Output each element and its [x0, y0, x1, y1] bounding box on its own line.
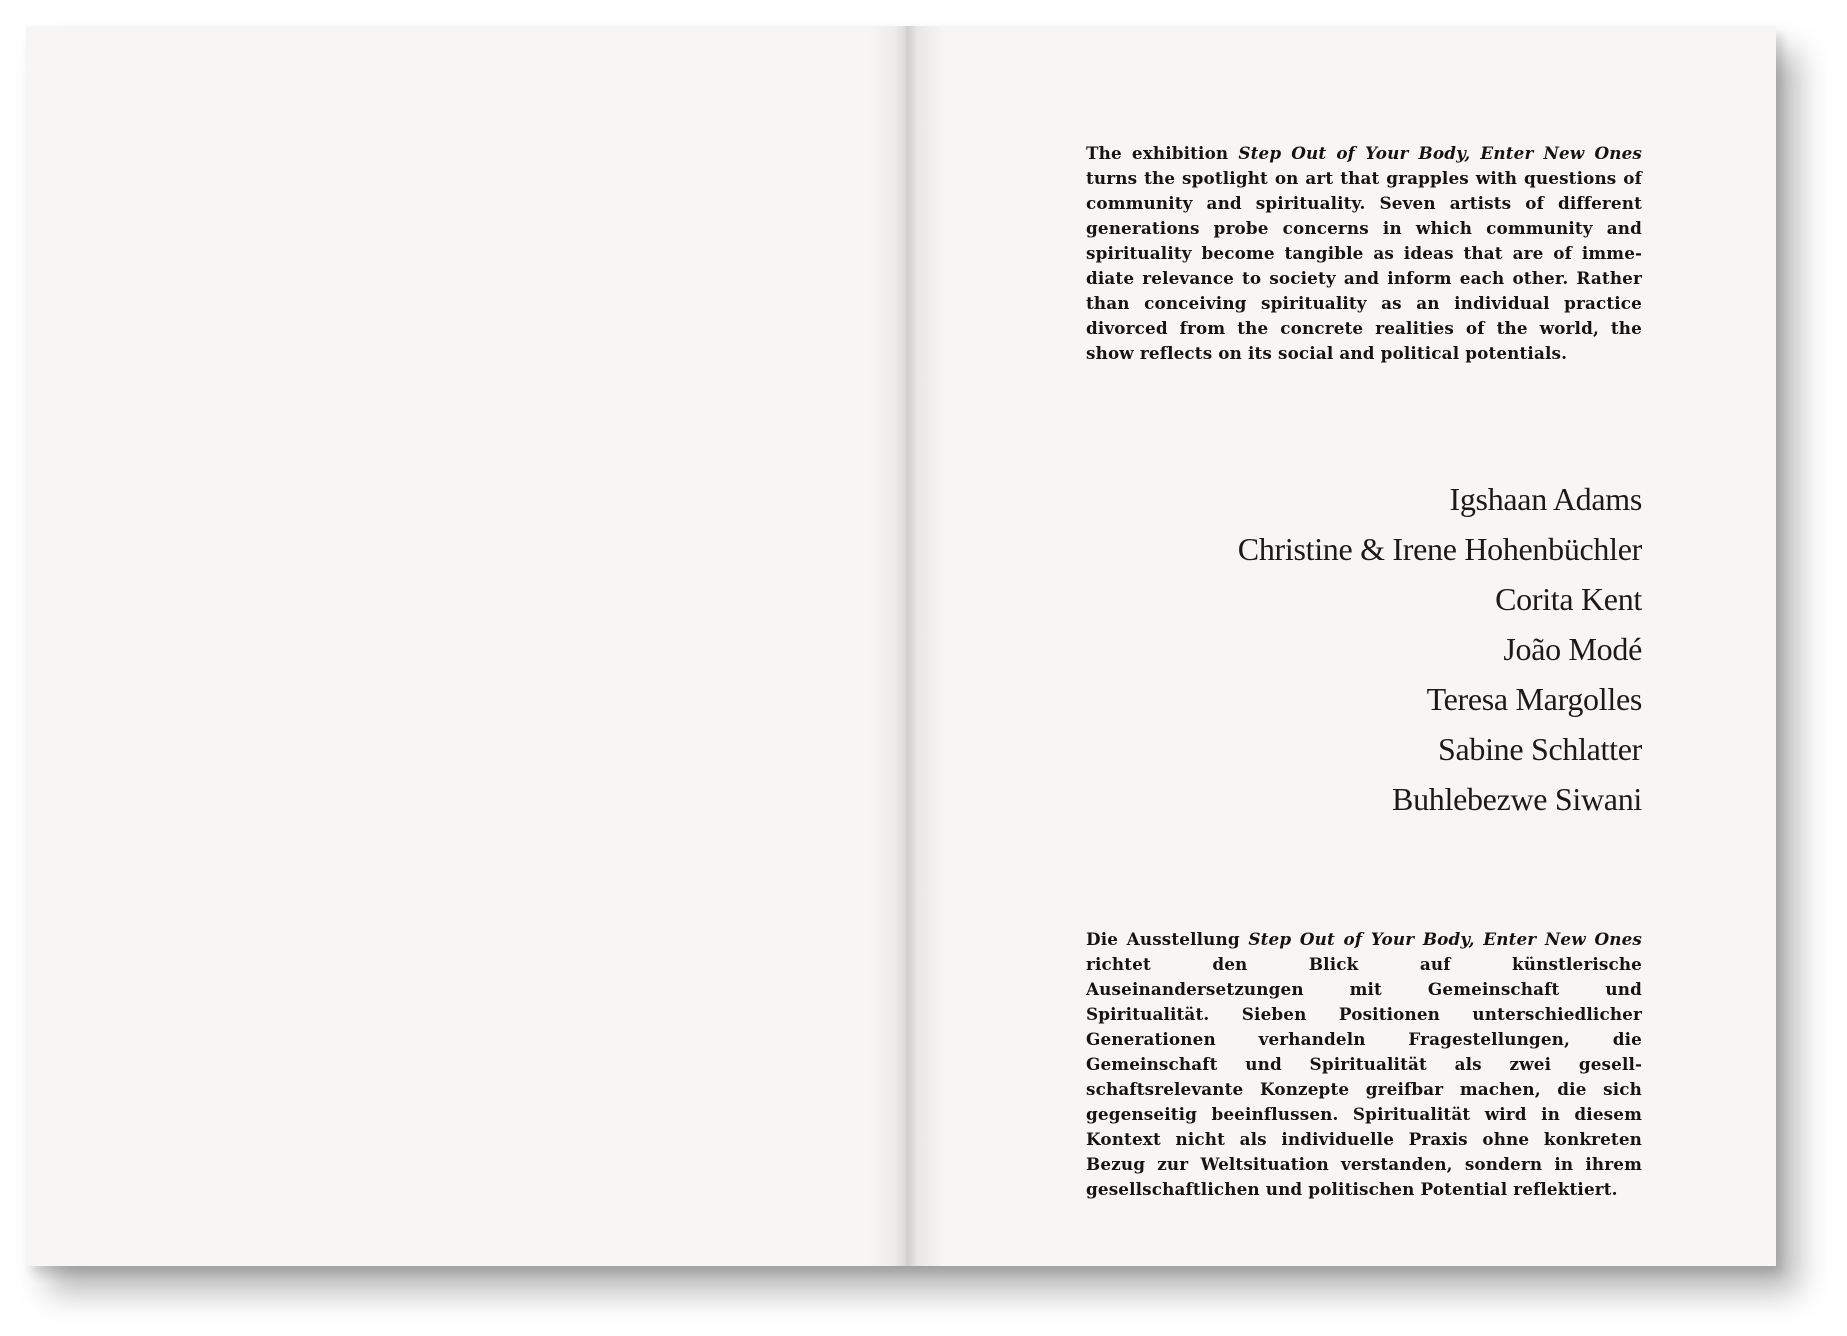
- left-page: [26, 26, 901, 1266]
- artist-name: Igshaan Adams: [1449, 481, 1642, 517]
- artist-name: Christine & Irene Hohenbüchler: [1237, 531, 1642, 567]
- english-lead: The exhibition: [1086, 142, 1239, 163]
- artist-name: Sabine Schlatter: [1437, 731, 1642, 767]
- german-body: richtet den Blick auf künstlerische Auseinandersetzungen mit Gemeinschaft und Spiritualität. Sieben Positionen unterschiedlicher Generationen verhandeln Fragestellungen, die Gemeinschaft und Spiritualität als zwei gesellschaftsrelevante Konzepte greifbar machen, die sich gegenseitig beeinflussen. Spiritualität wird in diesem Kontext nicht als individuelle Praxis ohne konkreten Bezug zur Weltsituation verstanden, sondern in ihrem gesellschaftlichen und politischen Potential reflektiert.: [1086, 953, 1642, 1199]
- artist-name: Buhlebezwe Siwani: [1392, 781, 1642, 817]
- english-body: turns the spotlight on art that grapples with questions of community and spirituality. Seven artists of different generations probe concerns in which community and spirituality become tangible as ideas that are of immediate relevance to society and inform each other. Rather than conceiving spirituality as an individual practice divorced from the concrete realities of the world, the show reflects on its social and political potentials.: [1086, 167, 1642, 363]
- german-lead: Die Ausstellung: [1086, 928, 1249, 949]
- artist-list: [1086, 474, 1642, 824]
- german-paragraph: [1086, 927, 1642, 1202]
- german-exhibition-title: Step Out of Your Body, Enter New Ones: [1248, 928, 1642, 949]
- english-paragraph: [1086, 141, 1642, 366]
- right-page: [901, 26, 1776, 1266]
- english-exhibition-title: Step Out of Your Body, Enter New Ones: [1238, 142, 1643, 163]
- artist-name: Teresa Margolles: [1426, 681, 1642, 717]
- book-spread: [26, 26, 1776, 1266]
- artist-name: João Modé: [1503, 631, 1642, 667]
- artist-name: Corita Kent: [1495, 581, 1642, 617]
